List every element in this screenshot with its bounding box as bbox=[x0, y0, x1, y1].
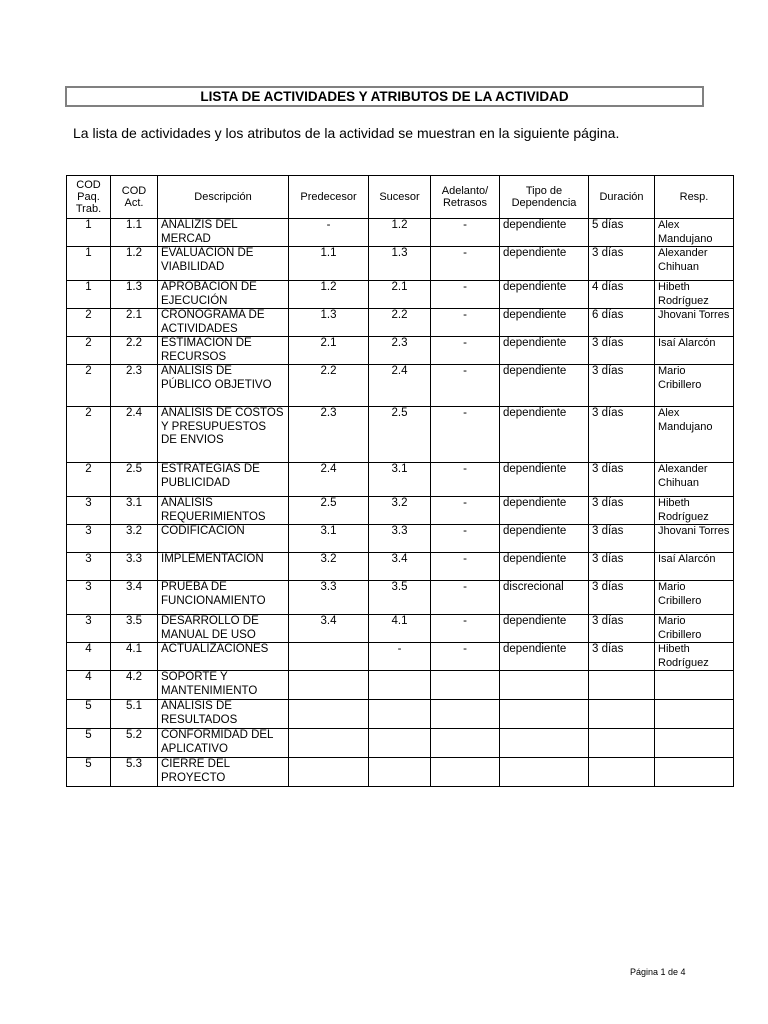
cell-resp: Jhovani Torres bbox=[655, 525, 734, 553]
cell-cod-act: 3.3 bbox=[111, 553, 158, 581]
cell-cod-act: 1.3 bbox=[111, 281, 158, 309]
cell-descripcion: ANALIZIS DEL MERCAD bbox=[158, 219, 289, 247]
cell-adelanto: - bbox=[431, 553, 500, 581]
cell-sucesor bbox=[369, 729, 431, 758]
cell-adelanto bbox=[431, 729, 500, 758]
cell-resp: Isaí Alarcón bbox=[655, 337, 734, 365]
cell-cod-act: 3.1 bbox=[111, 497, 158, 525]
cell-adelanto: - bbox=[431, 247, 500, 281]
cell-tipo-dependencia bbox=[500, 671, 589, 700]
cell-sucesor: 2.3 bbox=[369, 337, 431, 365]
cell-tipo-dependencia: dependiente bbox=[500, 615, 589, 643]
cell-duracion: 6 días bbox=[589, 309, 655, 337]
table-row bbox=[67, 247, 734, 281]
cell-predecesor bbox=[289, 729, 369, 758]
cell-cod-paq: 5 bbox=[67, 729, 111, 758]
cell-cod-act: 2.1 bbox=[111, 309, 158, 337]
cell-sucesor: 1.2 bbox=[369, 219, 431, 247]
cell-cod-paq: 4 bbox=[67, 671, 111, 700]
cell-predecesor: 3.1 bbox=[289, 525, 369, 553]
cell-tipo-dependencia: dependiente bbox=[500, 309, 589, 337]
cell-sucesor: 3.1 bbox=[369, 463, 431, 497]
cell-sucesor: 3.3 bbox=[369, 525, 431, 553]
cell-cod-paq: 1 bbox=[67, 247, 111, 281]
cell-adelanto: - bbox=[431, 281, 500, 309]
cell-adelanto bbox=[431, 700, 500, 729]
cell-descripcion: CONFORMIDAD DEL APLICATIVO bbox=[158, 729, 289, 758]
cell-resp bbox=[655, 758, 734, 787]
cell-cod-act: 3.2 bbox=[111, 525, 158, 553]
cell-cod-paq: 5 bbox=[67, 700, 111, 729]
cell-tipo-dependencia: dependiente bbox=[500, 281, 589, 309]
cell-resp: Isaí Alarcón bbox=[655, 553, 734, 581]
cell-duracion: 3 días bbox=[589, 525, 655, 553]
table-row bbox=[67, 581, 734, 615]
cell-cod-paq: 2 bbox=[67, 407, 111, 463]
cell-tipo-dependencia: dependiente bbox=[500, 407, 589, 463]
header-cod-act: COD Act. bbox=[111, 176, 158, 219]
cell-predecesor bbox=[289, 700, 369, 729]
cell-descripcion: IMPLEMENTACIÓN bbox=[158, 553, 289, 581]
cell-tipo-dependencia: discrecional bbox=[500, 581, 589, 615]
cell-descripcion: ESTIMACIÓN DE RECURSOS bbox=[158, 337, 289, 365]
cell-adelanto: - bbox=[431, 309, 500, 337]
cell-cod-paq: 3 bbox=[67, 525, 111, 553]
cell-tipo-dependencia: dependiente bbox=[500, 337, 589, 365]
table-row bbox=[67, 281, 734, 309]
cell-predecesor: 2.3 bbox=[289, 407, 369, 463]
cell-duracion: 3 días bbox=[589, 463, 655, 497]
cell-descripcion: SOPORTE Y MANTENIMIENTO bbox=[158, 671, 289, 700]
cell-duracion: 5 días bbox=[589, 219, 655, 247]
cell-descripcion: CIERRE DEL PROYECTO bbox=[158, 758, 289, 787]
table-row bbox=[67, 219, 734, 247]
cell-resp bbox=[655, 700, 734, 729]
cell-predecesor: 1.2 bbox=[289, 281, 369, 309]
cell-descripcion: ACTUALIZACIONES bbox=[158, 643, 289, 671]
table-row bbox=[67, 700, 734, 729]
header-sucesor: Sucesor bbox=[369, 176, 431, 219]
cell-sucesor: 1.3 bbox=[369, 247, 431, 281]
cell-sucesor: 4.1 bbox=[369, 615, 431, 643]
header-tipo-dependencia: Tipo de Dependencia bbox=[500, 176, 589, 219]
cell-adelanto: - bbox=[431, 365, 500, 407]
cell-sucesor: 2.1 bbox=[369, 281, 431, 309]
cell-descripcion: ANÁLISIS DE RESULTADOS bbox=[158, 700, 289, 729]
cell-descripcion: ANÁLISIS REQUERIMIENTOS bbox=[158, 497, 289, 525]
cell-tipo-dependencia: dependiente bbox=[500, 553, 589, 581]
table-row bbox=[67, 365, 734, 407]
document-title: LISTA DE ACTIVIDADES Y ATRIBUTOS DE LA ACTIVIDAD bbox=[65, 86, 704, 107]
cell-cod-act: 2.5 bbox=[111, 463, 158, 497]
cell-sucesor: 3.2 bbox=[369, 497, 431, 525]
cell-predecesor: 2.4 bbox=[289, 463, 369, 497]
cell-resp: Alexander Chihuan bbox=[655, 463, 734, 497]
cell-predecesor bbox=[289, 671, 369, 700]
cell-adelanto: - bbox=[431, 219, 500, 247]
cell-cod-act: 2.4 bbox=[111, 407, 158, 463]
cell-cod-paq: 3 bbox=[67, 581, 111, 615]
cell-sucesor: 2.5 bbox=[369, 407, 431, 463]
cell-cod-act: 3.5 bbox=[111, 615, 158, 643]
cell-descripcion: PRUEBA DE FUNCIONAMIENTO bbox=[158, 581, 289, 615]
table-body bbox=[67, 219, 734, 787]
cell-resp: Mario Cribillero bbox=[655, 615, 734, 643]
header-descripcion: Descripción bbox=[158, 176, 289, 219]
cell-tipo-dependencia: dependiente bbox=[500, 463, 589, 497]
cell-descripcion: CRONOGRAMA DE ACTIVIDADES bbox=[158, 309, 289, 337]
cell-cod-act: 5.3 bbox=[111, 758, 158, 787]
cell-resp: Mario Cribillero bbox=[655, 365, 734, 407]
cell-duracion: 3 días bbox=[589, 643, 655, 671]
cell-duracion: 3 días bbox=[589, 337, 655, 365]
cell-sucesor bbox=[369, 700, 431, 729]
cell-resp: Mario Cribillero bbox=[655, 581, 734, 615]
cell-predecesor: 3.4 bbox=[289, 615, 369, 643]
cell-cod-paq: 2 bbox=[67, 365, 111, 407]
table-header-row bbox=[67, 176, 734, 219]
cell-adelanto: - bbox=[431, 615, 500, 643]
cell-resp: Hibeth Rodríguez bbox=[655, 281, 734, 309]
cell-cod-paq: 5 bbox=[67, 758, 111, 787]
header-cod-paq: COD Paq. Trab. bbox=[67, 176, 111, 219]
cell-predecesor: 1.3 bbox=[289, 309, 369, 337]
cell-descripcion: CODIFICACIÓN bbox=[158, 525, 289, 553]
cell-tipo-dependencia bbox=[500, 729, 589, 758]
header-predecesor: Predecesor bbox=[289, 176, 369, 219]
cell-predecesor: 1.1 bbox=[289, 247, 369, 281]
cell-duracion: 3 días bbox=[589, 581, 655, 615]
table-row bbox=[67, 615, 734, 643]
cell-cod-act: 5.1 bbox=[111, 700, 158, 729]
cell-cod-paq: 3 bbox=[67, 615, 111, 643]
cell-duracion bbox=[589, 758, 655, 787]
cell-tipo-dependencia bbox=[500, 758, 589, 787]
cell-resp bbox=[655, 671, 734, 700]
cell-tipo-dependencia: dependiente bbox=[500, 365, 589, 407]
cell-adelanto: - bbox=[431, 337, 500, 365]
cell-sucesor: 2.2 bbox=[369, 309, 431, 337]
cell-descripcion: EVALUACIÓN DE VIABILIDAD bbox=[158, 247, 289, 281]
cell-sucesor: 2.4 bbox=[369, 365, 431, 407]
cell-tipo-dependencia: dependiente bbox=[500, 525, 589, 553]
cell-cod-paq: 3 bbox=[67, 497, 111, 525]
cell-resp: Jhovani Torres bbox=[655, 309, 734, 337]
cell-predecesor: 3.2 bbox=[289, 553, 369, 581]
intro-paragraph: La lista de actividades y los atributos de la actividad se muestran en la siguiente página. bbox=[73, 125, 620, 141]
cell-sucesor: 3.5 bbox=[369, 581, 431, 615]
cell-duracion: 3 días bbox=[589, 247, 655, 281]
header-adelanto: Adelanto/ Retrasos bbox=[431, 176, 500, 219]
cell-predecesor bbox=[289, 758, 369, 787]
cell-duracion: 3 días bbox=[589, 365, 655, 407]
cell-predecesor: - bbox=[289, 219, 369, 247]
table-row bbox=[67, 525, 734, 553]
cell-duracion: 3 días bbox=[589, 407, 655, 463]
cell-resp: Hibeth Rodríguez bbox=[655, 497, 734, 525]
table-row bbox=[67, 463, 734, 497]
cell-resp: Hibeth Rodríguez bbox=[655, 643, 734, 671]
cell-descripcion: ANÁLISIS DE COSTOS Y PRESUPUESTOS DE ENVIOS bbox=[158, 407, 289, 463]
cell-duracion bbox=[589, 700, 655, 729]
cell-predecesor bbox=[289, 643, 369, 671]
cell-tipo-dependencia: dependiente bbox=[500, 219, 589, 247]
cell-tipo-dependencia: dependiente bbox=[500, 497, 589, 525]
cell-descripcion: ESTRATEGIAS DE PUBLICIDAD bbox=[158, 463, 289, 497]
table-row bbox=[67, 309, 734, 337]
cell-adelanto: - bbox=[431, 525, 500, 553]
table-row bbox=[67, 729, 734, 758]
cell-predecesor: 2.1 bbox=[289, 337, 369, 365]
cell-sucesor: - bbox=[369, 643, 431, 671]
table-row bbox=[67, 643, 734, 671]
cell-cod-paq: 4 bbox=[67, 643, 111, 671]
cell-predecesor: 3.3 bbox=[289, 581, 369, 615]
cell-predecesor: 2.5 bbox=[289, 497, 369, 525]
cell-adelanto bbox=[431, 671, 500, 700]
cell-resp: Alexander Chihuan bbox=[655, 247, 734, 281]
cell-cod-paq: 2 bbox=[67, 463, 111, 497]
cell-cod-act: 1.2 bbox=[111, 247, 158, 281]
table-row bbox=[67, 553, 734, 581]
cell-resp: Alex Mandujano bbox=[655, 219, 734, 247]
cell-duracion: 3 días bbox=[589, 615, 655, 643]
page-footer: Página 1 de 4 bbox=[630, 967, 686, 977]
cell-cod-act: 5.2 bbox=[111, 729, 158, 758]
cell-adelanto: - bbox=[431, 463, 500, 497]
cell-sucesor: 3.4 bbox=[369, 553, 431, 581]
cell-cod-act: 2.2 bbox=[111, 337, 158, 365]
cell-adelanto: - bbox=[431, 643, 500, 671]
cell-sucesor bbox=[369, 671, 431, 700]
cell-duracion: 4 días bbox=[589, 281, 655, 309]
table-row bbox=[67, 337, 734, 365]
cell-tipo-dependencia bbox=[500, 700, 589, 729]
header-resp: Resp. bbox=[655, 176, 734, 219]
cell-descripcion: APROBACIÓN DE EJECUCIÓN bbox=[158, 281, 289, 309]
cell-resp bbox=[655, 729, 734, 758]
cell-duracion bbox=[589, 671, 655, 700]
cell-tipo-dependencia: dependiente bbox=[500, 643, 589, 671]
cell-cod-paq: 1 bbox=[67, 281, 111, 309]
cell-cod-act: 1.1 bbox=[111, 219, 158, 247]
cell-duracion: 3 días bbox=[589, 553, 655, 581]
cell-cod-paq: 3 bbox=[67, 553, 111, 581]
cell-adelanto: - bbox=[431, 581, 500, 615]
cell-adelanto: - bbox=[431, 407, 500, 463]
cell-resp: Alex Mandujano bbox=[655, 407, 734, 463]
cell-cod-paq: 1 bbox=[67, 219, 111, 247]
cell-adelanto: - bbox=[431, 497, 500, 525]
table-row bbox=[67, 407, 734, 463]
cell-cod-act: 3.4 bbox=[111, 581, 158, 615]
cell-cod-paq: 2 bbox=[67, 337, 111, 365]
table-row bbox=[67, 758, 734, 787]
cell-descripcion: ANÁLISIS DE PÚBLICO OBJETIVO bbox=[158, 365, 289, 407]
cell-cod-paq: 2 bbox=[67, 309, 111, 337]
cell-sucesor bbox=[369, 758, 431, 787]
cell-descripcion: DESARROLLO DE MANUAL DE USO bbox=[158, 615, 289, 643]
cell-adelanto bbox=[431, 758, 500, 787]
cell-cod-act: 4.1 bbox=[111, 643, 158, 671]
cell-cod-act: 4.2 bbox=[111, 671, 158, 700]
cell-predecesor: 2.2 bbox=[289, 365, 369, 407]
table-row bbox=[67, 671, 734, 700]
activities-table bbox=[66, 175, 734, 787]
table-row bbox=[67, 497, 734, 525]
cell-cod-act: 2.3 bbox=[111, 365, 158, 407]
cell-duracion bbox=[589, 729, 655, 758]
cell-duracion: 3 días bbox=[589, 497, 655, 525]
cell-tipo-dependencia: dependiente bbox=[500, 247, 589, 281]
header-duracion: Duración bbox=[589, 176, 655, 219]
